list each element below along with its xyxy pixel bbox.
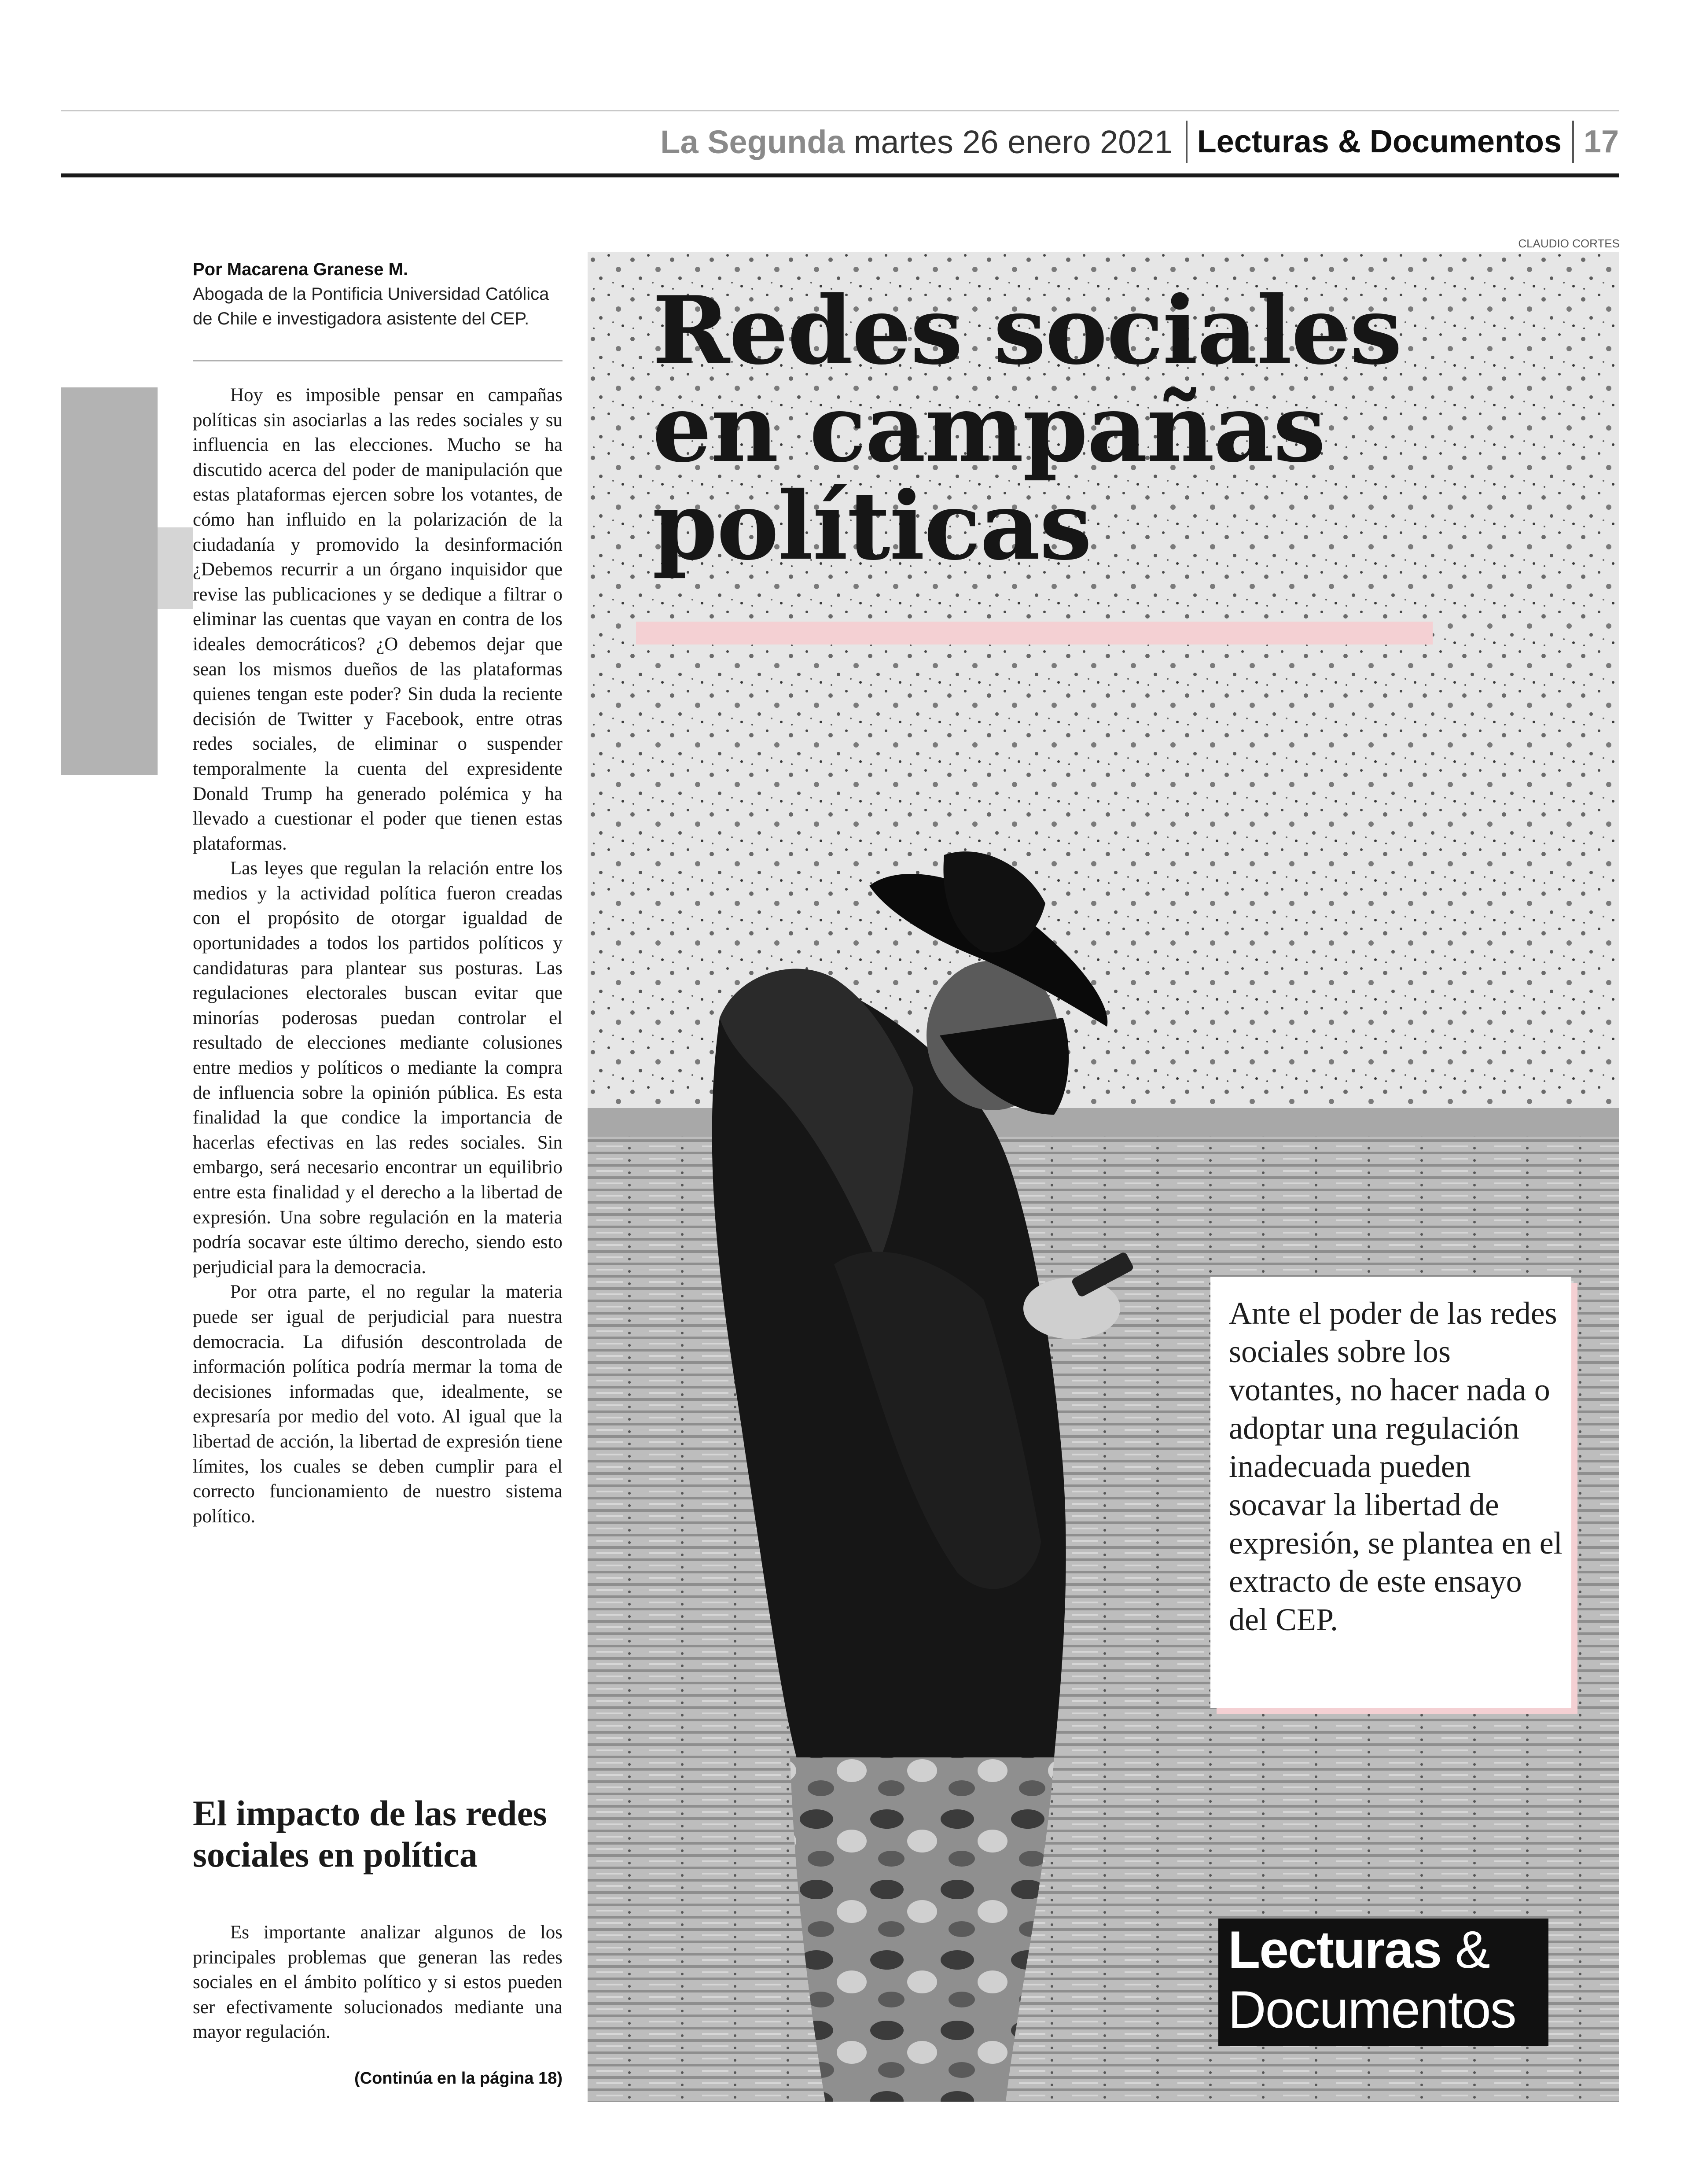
article-paragraph: Es importante analizar algunos de los principales problemas que generan las redes sociales en el ámbito político y si estos pueden ser efectivamente solucionados mediante una mayor regulación. [193,1922,563,2043]
article-body [193,383,563,1529]
drop-cap-h [61,387,158,775]
article-body-continued [193,1920,563,2045]
byline [193,257,563,331]
byline-divider [193,360,563,361]
header-bottom-rule [61,173,1619,177]
feature-title-line: en campañas [652,373,1325,483]
pull-quote: Ante el poder de las redes sociales sobre los votantes, no hacer nada o adoptar una regulación inadecuada pueden socavar la libertad de expresión, se plantea en el extracto de este ensayo del CEP. [1229,1296,1563,1637]
feature-title-line: Redes sociales [652,276,1401,385]
subheading: El impacto de las redes sociales en política [193,1793,547,1875]
title-accent-bar [636,622,1433,645]
photo-credit: CLAUDIO CORTES [1518,237,1620,250]
author-bio: Abogada de la Pontificia Universidad Católica de Chile e investigadora asistente del CEP. [193,284,549,328]
newspaper-brand: La Segunda [660,123,845,160]
drop-cap-h-crossbar [158,527,193,609]
author-name: Por Macarena Granese M. [193,260,408,279]
continuation-note: (Continúa en la página 18) [354,2069,563,2088]
article-paragraph: Hoy es imposible pensar en campañas políticas sin asociarlas a las redes sociales y su influencia en las elecciones. Mucho se ha discutido acerca del poder de manipulación que estas plataformas ejercen sobre los votantes, de cómo han influido en la polarización de la ciudadanía y promovido la desinformación ¿Debemos recurrir a un órgano inquisidor que revise las publicaciones y se dedique a filtrar o eliminar las cuentas que vayan en contra de los ideales democráticos? ¿O debemos dejar que sean los mismos dueños de las plataformas quienes tengan este poder? Sin duda la reciente decisión de Twitter y Facebook, entre otras redes sociales, de eliminar o suspender temporalmente la cuenta del expresidente Donald Trump ha generado polémica y ha llevado a cuestionar el poder que tienen estas plataformas. [193,385,563,854]
feature-title [652,276,1533,581]
feature-title-line: políticas [652,471,1091,581]
article-paragraph: Las leyes que regulan la relación entre los medios y la actividad política fueron creadas con el propósito de otorgar igualdad de oportunidades a todos los partidos políticos y candidaturas para plantear sus posturas. Las regulaciones electorales buscan evitar que minorías poderosas puedan controlar el resultado de elecciones mediante colusiones entre medios y políticos o mediante la compra de influencia sobre la opinión pública. Es esta finalidad la que condice la importancia de hacerlas efectivas en las redes sociales. Sin embargo, será necesario encontrar un equilibrio entre esta finalidad y el derecho a la libertad de expresión. Una sobre regulación en la materia podría socavar este último derecho, siendo esto perjudicial para la democracia. [193,858,563,1278]
logo-ampersand: & [1455,1920,1489,1979]
section-logo-line2: Documentos [1228,1980,1516,2039]
page-header [61,115,1619,168]
header-divider [1186,121,1188,163]
logo-word-lecturas: Lecturas [1228,1920,1441,1979]
issue-date: martes 26 enero 2021 [853,123,1173,160]
section-name: Lecturas & Documentos [1197,124,1562,159]
section-logo-line1 [1228,1920,1489,1980]
page-number: 17 [1583,124,1619,159]
header-divider [1572,121,1574,163]
article-paragraph: Por otra parte, el no regular la materia puede ser igual de perjudicial para nuestra democracia. La difusión descontrolada de información política podría mermar la toma de decisiones informadas que, idealmente, se expresaría por medio del voto. Al igual que la libertad de acción, la libertad de expresión tiene límites, los cuales se deben cumplir para el correcto funcionamiento de nuestro sistema político. [193,1282,563,1527]
header-top-rule [61,110,1619,111]
